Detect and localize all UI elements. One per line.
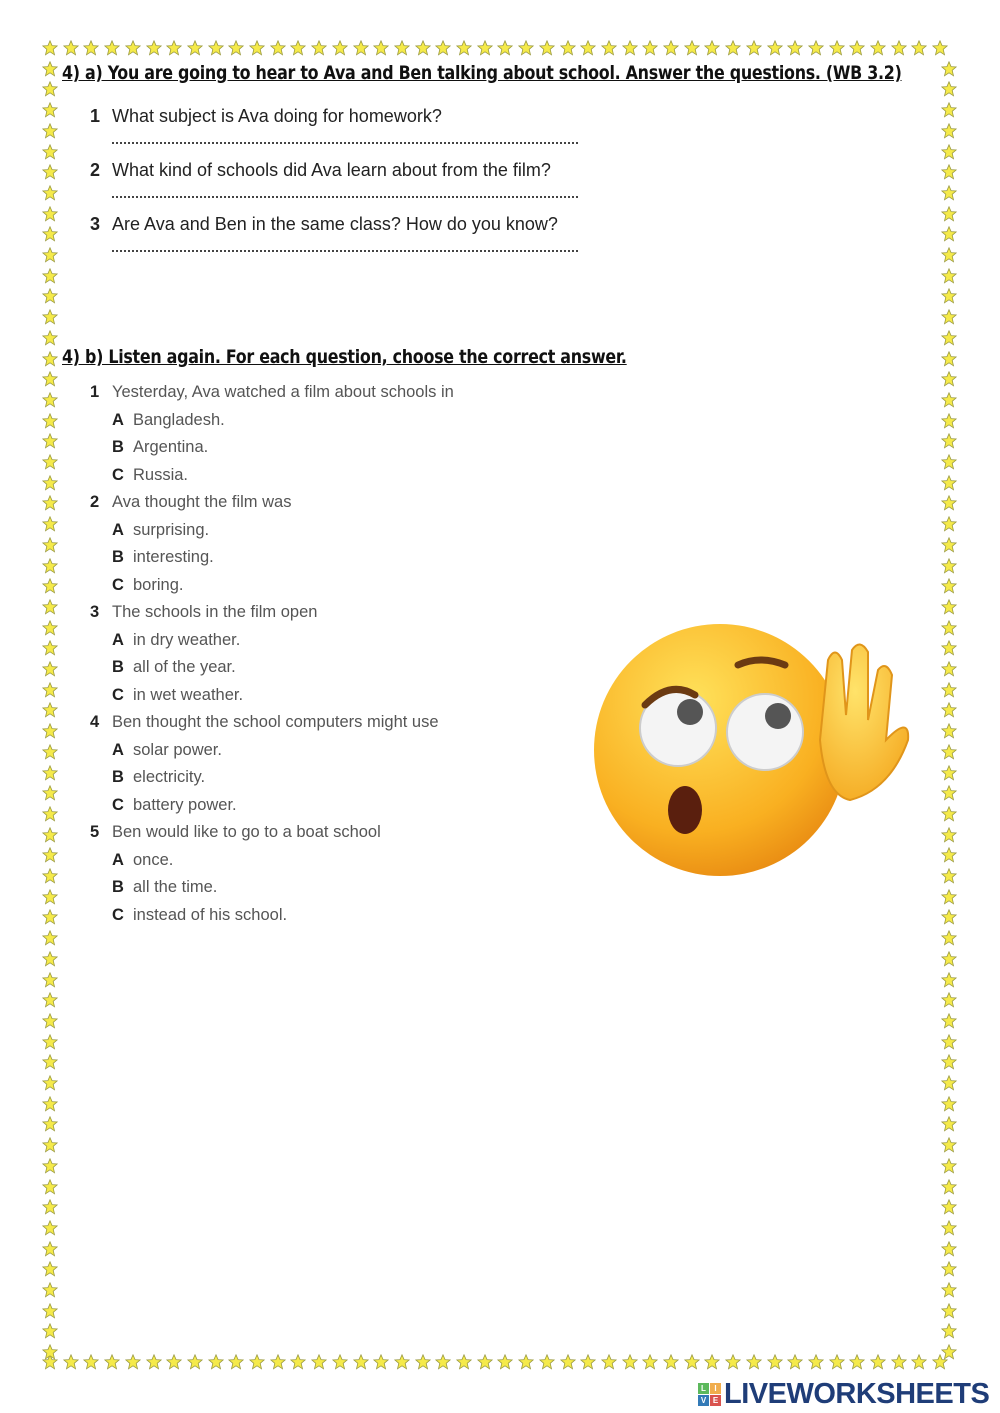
star-icon: [941, 1054, 957, 1070]
question-b-5: [90, 823, 381, 842]
star-icon: [42, 1116, 58, 1132]
star-icon: [580, 1354, 596, 1370]
star-icon: [941, 288, 957, 304]
star-icon: [42, 164, 58, 180]
star-icon: [42, 40, 58, 56]
star-icon: [394, 1354, 410, 1370]
star-icon: [311, 40, 327, 56]
star-icon: [415, 40, 431, 56]
option-letter: C: [112, 465, 124, 484]
star-icon: [941, 81, 957, 97]
star-icon: [941, 1220, 957, 1236]
question-b-4: [90, 713, 439, 732]
question-text: Are Ava and Ben in the same class? How do you know?: [112, 214, 558, 234]
star-icon: [941, 951, 957, 967]
star-icon: [125, 40, 141, 56]
star-icon: [83, 1354, 99, 1370]
star-icon: [42, 102, 58, 118]
star-icon: [146, 1354, 162, 1370]
star-icon: [42, 516, 58, 532]
star-icon: [725, 1354, 741, 1370]
star-icon: [456, 40, 472, 56]
star-icon: [642, 1354, 658, 1370]
star-icon: [725, 40, 741, 56]
star-icon: [42, 81, 58, 97]
star-icon: [477, 40, 493, 56]
star-icon: [911, 40, 927, 56]
star-icon: [42, 785, 58, 801]
star-icon: [808, 40, 824, 56]
star-icon: [941, 744, 957, 760]
star-icon: [42, 1054, 58, 1070]
star-icon: [684, 40, 700, 56]
star-icon: [746, 40, 762, 56]
star-icon: [415, 1354, 431, 1370]
option-text: electricity.: [133, 768, 206, 786]
star-icon: [353, 1354, 369, 1370]
star-icon: [560, 1354, 576, 1370]
star-icon: [187, 1354, 203, 1370]
star-icon: [941, 599, 957, 615]
live-badge-icon: L I V E: [698, 1383, 721, 1406]
star-icon: [42, 1013, 58, 1029]
star-icon: [42, 309, 58, 325]
star-icon: [580, 40, 596, 56]
star-icon: [941, 392, 957, 408]
question-text: Yesterday, Ava watched a film about schools in: [112, 383, 454, 401]
option-text: all of the year.: [133, 658, 236, 676]
star-icon: [270, 1354, 286, 1370]
question-number: 4: [90, 713, 100, 731]
question-text: Ava thought the film was: [112, 493, 292, 511]
star-icon: [42, 268, 58, 284]
star-icon: [42, 61, 58, 77]
star-icon: [42, 806, 58, 822]
star-icon: [941, 495, 957, 511]
star-icon: [767, 40, 783, 56]
option-letter: B: [112, 878, 124, 896]
star-icon: [941, 371, 957, 387]
star-icon: [42, 868, 58, 884]
star-icon: [941, 247, 957, 263]
option-3-c[interactable]: [112, 686, 243, 705]
star-icon: [332, 40, 348, 56]
star-icon: [941, 185, 957, 201]
answer-line-2[interactable]: [112, 196, 578, 198]
star-icon: [941, 992, 957, 1008]
star-icon: [42, 123, 58, 139]
star-icon: [42, 185, 58, 201]
star-icon: [290, 40, 306, 56]
star-icon: [42, 847, 58, 863]
star-icon: [941, 661, 957, 677]
star-icon: [42, 599, 58, 615]
option-4-b[interactable]: [112, 768, 205, 787]
star-icon: [941, 1303, 957, 1319]
star-icon: [249, 1354, 265, 1370]
star-icon: [684, 1354, 700, 1370]
option-2-b[interactable]: [112, 548, 214, 567]
answer-line-1[interactable]: [112, 142, 578, 144]
star-icon: [42, 247, 58, 263]
star-icon: [704, 40, 720, 56]
option-text: all the time.: [133, 878, 218, 896]
option-3-b[interactable]: [112, 658, 236, 677]
option-text: solar power.: [133, 740, 222, 759]
star-icon: [941, 351, 957, 367]
part-b-heading: 4) b) Listen again. For each question, choose the correct answer.: [62, 346, 627, 368]
star-icon: [146, 40, 162, 56]
option-letter: C: [112, 575, 124, 594]
option-letter: A: [112, 410, 124, 429]
star-icon: [941, 868, 957, 884]
star-icon: [787, 1354, 803, 1370]
star-icon: [42, 1179, 58, 1195]
option-text: instead of his school.: [133, 905, 288, 924]
star-icon: [941, 206, 957, 222]
star-icon: [767, 1354, 783, 1370]
star-icon: [42, 1241, 58, 1257]
question-number: 3: [90, 214, 101, 234]
star-icon: [208, 1354, 224, 1370]
star-icon: [42, 682, 58, 698]
star-icon: [911, 1354, 927, 1370]
option-4-c[interactable]: [112, 796, 237, 815]
star-icon: [560, 40, 576, 56]
star-icon: [941, 1179, 957, 1195]
star-icon: [787, 40, 803, 56]
star-icon: [941, 102, 957, 118]
star-icon: [941, 268, 957, 284]
option-letter: A: [112, 740, 124, 759]
star-icon: [166, 1354, 182, 1370]
star-icon: [941, 1241, 957, 1257]
star-icon: [42, 1261, 58, 1277]
star-icon: [891, 1354, 907, 1370]
question-number: 2: [90, 160, 101, 180]
star-icon: [941, 1158, 957, 1174]
star-icon: [42, 1220, 58, 1236]
star-icon: [208, 40, 224, 56]
star-icon: [518, 1354, 534, 1370]
question-text: Ben thought the school computers might use: [112, 713, 439, 731]
star-icon: [63, 40, 79, 56]
star-icon: [941, 620, 957, 636]
option-text: in dry weather.: [133, 630, 241, 649]
option-text: once.: [133, 850, 174, 869]
star-icon: [941, 682, 957, 698]
answer-line-3[interactable]: [112, 250, 578, 252]
option-1-a[interactable]: [112, 411, 225, 430]
star-icon: [642, 40, 658, 56]
star-icon: [42, 371, 58, 387]
star-icon: [228, 1354, 244, 1370]
star-icon: [539, 40, 555, 56]
star-icon: [332, 1354, 348, 1370]
star-icon: [42, 413, 58, 429]
star-icon: [891, 40, 907, 56]
star-icon: [42, 909, 58, 925]
star-icon: [42, 640, 58, 656]
question-a-1: [90, 106, 442, 127]
star-icon: [42, 537, 58, 553]
star-icon: [941, 702, 957, 718]
star-icon: [941, 516, 957, 532]
star-icon: [941, 1034, 957, 1050]
option-4-a[interactable]: [112, 741, 222, 760]
star-icon: [42, 433, 58, 449]
part-a-heading: 4) a) You are going to hear to Ava and Ben talking about school. Answer the questions. (WB 3.2): [62, 62, 902, 84]
star-icon: [42, 1096, 58, 1112]
star-icon: [42, 620, 58, 636]
star-icon: [42, 351, 58, 367]
star-icon: [42, 454, 58, 470]
question-b-1: [90, 383, 454, 402]
option-letter: C: [112, 905, 124, 924]
star-icon: [870, 40, 886, 56]
star-icon: [42, 475, 58, 491]
star-icon: [601, 1354, 617, 1370]
option-letter: B: [112, 768, 124, 786]
star-icon: [941, 1013, 957, 1029]
star-icon: [63, 1354, 79, 1370]
star-icon: [518, 40, 534, 56]
star-icon: [704, 1354, 720, 1370]
star-icon: [187, 40, 203, 56]
star-icon: [42, 1158, 58, 1174]
star-icon: [249, 40, 265, 56]
star-icon: [941, 1075, 957, 1091]
star-icon: [808, 1354, 824, 1370]
question-a-3: [90, 214, 558, 235]
question-text: What subject is Ava doing for homework?: [112, 106, 442, 126]
star-icon: [373, 40, 389, 56]
star-icon: [497, 1354, 513, 1370]
question-number: 5: [90, 823, 100, 841]
question-b-2: [90, 493, 291, 512]
option-text: Argentina.: [133, 438, 209, 456]
question-text: Ben would like to go to a boat school: [112, 823, 381, 841]
star-icon: [941, 309, 957, 325]
star-icon: [42, 144, 58, 160]
star-icon: [622, 1354, 638, 1370]
star-icon: [622, 40, 638, 56]
star-icon: [932, 40, 948, 56]
star-icon: [829, 1354, 845, 1370]
question-number: 2: [90, 493, 100, 511]
star-icon: [42, 951, 58, 967]
listening-emoji-icon: [590, 620, 920, 880]
star-icon: [941, 558, 957, 574]
option-letter: A: [112, 850, 124, 869]
option-letter: A: [112, 630, 124, 649]
star-icon: [42, 206, 58, 222]
star-icon: [435, 40, 451, 56]
star-icon: [42, 578, 58, 594]
star-icon: [42, 992, 58, 1008]
star-icon: [941, 61, 957, 77]
star-icon: [941, 785, 957, 801]
option-text: Bangladesh.: [133, 410, 225, 429]
option-letter: A: [112, 520, 124, 539]
option-text: Russia.: [133, 465, 189, 484]
star-icon: [941, 144, 957, 160]
star-icon: [941, 226, 957, 242]
star-icon: [941, 847, 957, 863]
star-icon: [941, 1137, 957, 1153]
star-icon: [42, 827, 58, 843]
star-icon: [941, 1116, 957, 1132]
star-icon: [394, 40, 410, 56]
star-icon: [941, 413, 957, 429]
option-1-c[interactable]: [112, 466, 188, 485]
option-letter: C: [112, 685, 124, 704]
question-a-2: [90, 160, 551, 181]
option-text: boring.: [133, 575, 184, 594]
star-icon: [941, 123, 957, 139]
option-letter: B: [112, 548, 124, 566]
question-b-3: [90, 603, 317, 622]
question-number: 1: [90, 106, 101, 126]
option-text: battery power.: [133, 795, 237, 814]
star-icon: [104, 1354, 120, 1370]
star-icon: [125, 1354, 141, 1370]
star-icon: [456, 1354, 472, 1370]
star-icon: [42, 723, 58, 739]
star-icon: [746, 1354, 762, 1370]
star-icon: [941, 765, 957, 781]
star-icon: [311, 1354, 327, 1370]
star-icon: [941, 972, 957, 988]
star-icon: [829, 40, 845, 56]
question-text: What kind of schools did Ava learn about from the film?: [112, 160, 551, 180]
star-icon: [941, 1199, 957, 1215]
star-icon: [228, 40, 244, 56]
liveworksheets-logo: [698, 1378, 989, 1411]
star-icon: [497, 40, 513, 56]
star-icon: [941, 454, 957, 470]
option-letter: B: [112, 438, 124, 456]
star-icon: [42, 1034, 58, 1050]
star-icon: [42, 1323, 58, 1339]
star-icon: [849, 1354, 865, 1370]
star-icon: [601, 40, 617, 56]
option-3-a[interactable]: [112, 631, 240, 650]
star-icon: [42, 1344, 58, 1360]
option-letter: C: [112, 795, 124, 814]
star-icon: [941, 475, 957, 491]
star-icon: [477, 1354, 493, 1370]
star-icon: [42, 1303, 58, 1319]
star-icon: [166, 40, 182, 56]
star-icon: [435, 1354, 451, 1370]
option-2-c[interactable]: [112, 576, 183, 595]
option-5-c[interactable]: [112, 906, 287, 925]
star-icon: [290, 1354, 306, 1370]
star-icon: [42, 392, 58, 408]
star-icon: [42, 1199, 58, 1215]
star-icon: [849, 40, 865, 56]
star-icon: [42, 495, 58, 511]
question-number: 3: [90, 603, 100, 621]
star-icon: [941, 640, 957, 656]
star-icon: [104, 40, 120, 56]
option-5-b[interactable]: [112, 878, 217, 897]
star-icon: [42, 930, 58, 946]
option-1-b[interactable]: [112, 438, 208, 457]
star-icon: [42, 1137, 58, 1153]
star-icon: [941, 1261, 957, 1277]
star-icon: [353, 40, 369, 56]
star-icon: [941, 1323, 957, 1339]
option-5-a[interactable]: [112, 851, 173, 870]
star-icon: [941, 723, 957, 739]
star-icon: [941, 1096, 957, 1112]
star-icon: [941, 889, 957, 905]
star-icon: [941, 537, 957, 553]
star-icon: [941, 806, 957, 822]
star-icon: [42, 661, 58, 677]
star-icon: [270, 40, 286, 56]
star-icon: [663, 1354, 679, 1370]
star-icon: [870, 1354, 886, 1370]
star-icon: [941, 909, 957, 925]
option-letter: B: [112, 658, 124, 676]
star-icon: [539, 1354, 555, 1370]
star-icon: [42, 330, 58, 346]
star-icon: [42, 226, 58, 242]
star-icon: [941, 578, 957, 594]
option-2-a[interactable]: [112, 521, 209, 540]
question-number: 1: [90, 383, 100, 401]
star-icon: [42, 972, 58, 988]
star-icon: [42, 1282, 58, 1298]
star-icon: [42, 702, 58, 718]
star-icon: [42, 744, 58, 760]
option-text: surprising.: [133, 520, 210, 539]
star-icon: [941, 433, 957, 449]
star-icon: [941, 330, 957, 346]
star-icon: [42, 889, 58, 905]
logo-text: LIVEWORKSHEETS: [724, 1378, 990, 1410]
star-icon: [83, 40, 99, 56]
star-icon: [42, 558, 58, 574]
option-text: interesting.: [133, 548, 214, 566]
star-icon: [941, 930, 957, 946]
option-text: in wet weather.: [133, 685, 244, 704]
star-icon: [941, 1282, 957, 1298]
question-text: The schools in the film open: [112, 603, 318, 621]
star-icon: [42, 765, 58, 781]
star-icon: [941, 164, 957, 180]
star-icon: [42, 288, 58, 304]
star-icon: [42, 1075, 58, 1091]
star-icon: [941, 827, 957, 843]
star-icon: [663, 40, 679, 56]
star-icon: [373, 1354, 389, 1370]
star-icon: [941, 1344, 957, 1360]
